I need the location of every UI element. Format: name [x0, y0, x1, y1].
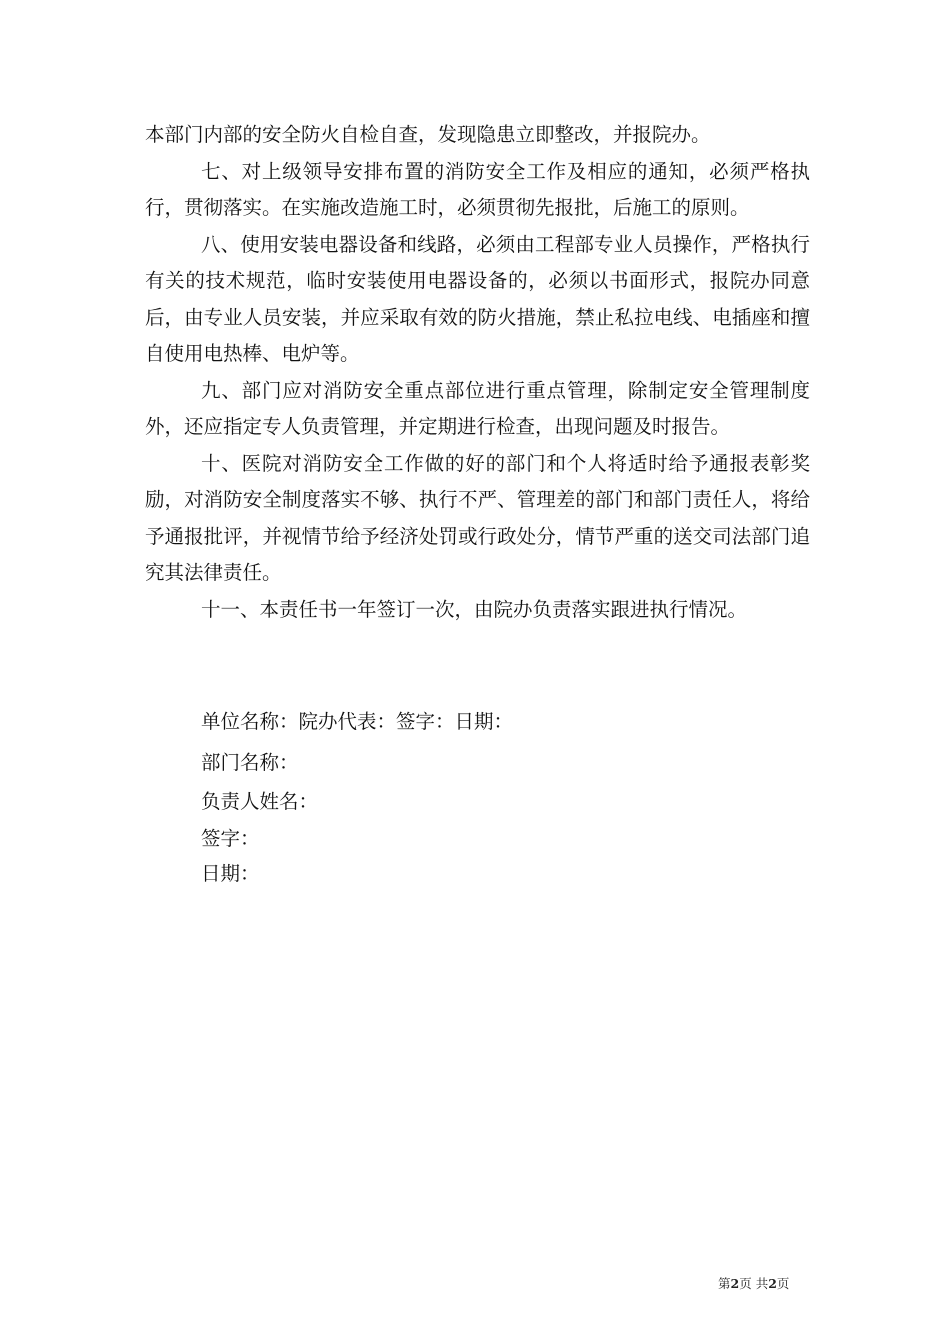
- footer-current-page: 2: [730, 1276, 740, 1291]
- signature-line-signature: 签字：: [201, 827, 260, 850]
- signature-line-date: 日期：: [201, 862, 260, 885]
- signature-line-department: 部门名称：: [201, 751, 299, 774]
- paragraph-clause-11: 十一、本责任书一年签订一次，由院办负责落实跟进执行情况。: [201, 597, 748, 621]
- paragraph-clause-10: 十、医院对消防安全工作做的好的部门和个人将适时给予通报表彰奖励，对消防安全制度落实不够、执行不严、管理差的部门和部门责任人，将给予通报批评，并视情节给予经济处罚或行政处分，情节严重的送交司法部门追究其法律责任。: [145, 451, 810, 584]
- footer-suffix: 页: [776, 1276, 790, 1291]
- footer-total-pages: 2: [768, 1276, 777, 1291]
- paragraph-clause-8: 八、使用安装电器设备和线路，必须由工程部专业人员操作，严格执行有关的技术规范，临时安装使用电器设备的，必须以书面形式，报院办同意后，由专业人员安装，并应采取有效的防火措施，禁止私拉电线、电插座和擅自使用电热棒、电炉等。: [145, 232, 810, 365]
- signature-line-unit: 单位名称：院办代表：签字：日期：: [201, 710, 514, 733]
- document-body: [145, 117, 810, 628]
- footer-prefix: 第: [718, 1276, 731, 1291]
- paragraph-continuation: 本部门内部的安全防火自检自查，发现隐患立即整改，并报院办。: [145, 123, 711, 146]
- page-number-footer: [718, 1274, 789, 1292]
- signature-line-person-in-charge: 负责人姓名：: [201, 790, 319, 813]
- paragraph-clause-9: 九、部门应对消防安全重点部位进行重点管理，除制定安全管理制度外，还应指定专人负责管理，并定期进行检查，出现问题及时报告。: [145, 378, 810, 438]
- footer-middle: 页 共: [739, 1276, 769, 1291]
- paragraph-clause-7: 七、对上级领导安排布置的消防安全工作及相应的通知，必须严格执行，贯彻落实。在实施改造施工时，必须贯彻先报批，后施工的原则。: [145, 159, 810, 219]
